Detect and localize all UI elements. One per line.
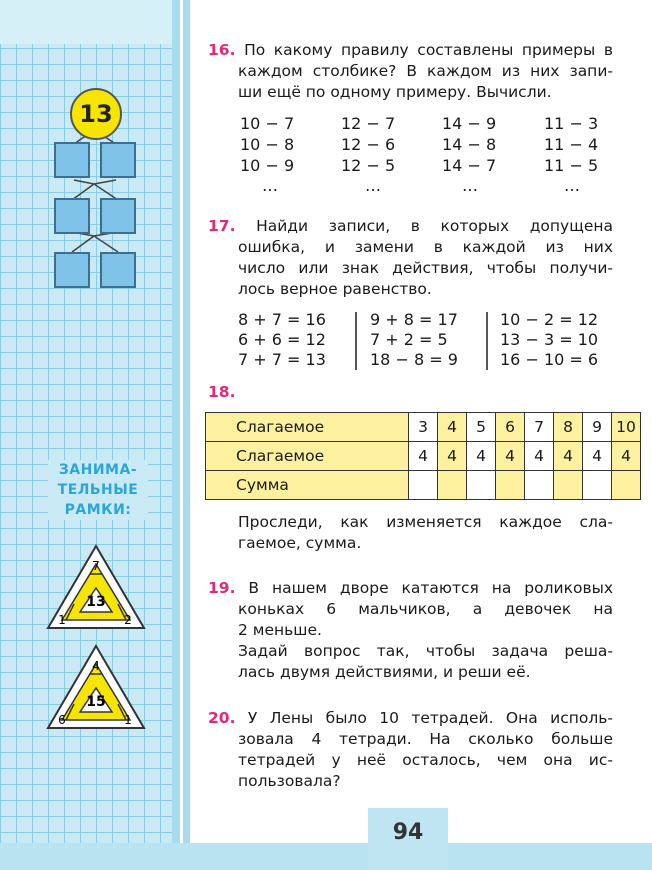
triangle-2-right: 1 — [124, 713, 132, 727]
task-20-text: пользовала? — [238, 772, 341, 790]
table-cell: 8 — [554, 413, 583, 442]
tree-box — [100, 198, 136, 234]
task-17 — [208, 216, 613, 300]
table-cell: 3 — [409, 413, 438, 442]
task-20-number: 20. — [208, 709, 236, 727]
triangle-2-top: 4 — [92, 659, 100, 673]
expr: … — [564, 176, 580, 195]
frames-label-line: ТЕЛЬНЫЕ — [48, 480, 148, 500]
task-19-number: 19. — [208, 579, 236, 597]
row-label: Сумма — [206, 471, 409, 500]
expr: 11 − 3 — [544, 114, 599, 133]
column-divider — [486, 312, 488, 370]
frames-label-line: ЗАНИМА- — [48, 460, 148, 480]
task-18-line: Проследи, как изменяется каждое сла- — [238, 513, 613, 531]
task-16-text: каждом столбике? В каждом из них запи- — [238, 62, 613, 80]
tree-box — [54, 198, 90, 234]
expr: 11 − 4 — [544, 135, 599, 154]
task-19-text: 2 меньше. — [238, 621, 322, 639]
expr: 10 − 7 — [240, 114, 295, 133]
expr: 7 + 7 = 13 — [238, 350, 326, 369]
tree-top-circle: 13 — [70, 88, 122, 140]
table-cell — [438, 471, 467, 500]
table-cell: 4 — [612, 442, 641, 471]
table-cell: 4 — [583, 442, 612, 471]
task-16-text: ши ещё по одному примеру. Вычисли. — [238, 83, 552, 101]
task-20-text: зовала 4 тетради. На сколько больше — [238, 730, 613, 748]
expr: 8 + 7 = 16 — [238, 310, 326, 329]
task-17-text: Найди записи, в которых допущена — [256, 217, 613, 235]
expr: 12 − 7 — [341, 114, 396, 133]
expr: 10 − 2 = 12 — [500, 310, 599, 329]
table-cell: 6 — [496, 413, 525, 442]
expr: 7 + 2 = 5 — [370, 330, 448, 349]
tree-box — [100, 142, 136, 178]
task-20-text: тетрадей у неё осталось, чем она ис- — [238, 751, 613, 769]
table-cell — [467, 471, 496, 500]
task-16-line — [208, 40, 613, 61]
expr: 10 − 9 — [240, 156, 295, 175]
expr: 14 − 7 — [442, 156, 497, 175]
expr: 18 − 8 = 9 — [370, 350, 458, 369]
table-cell: 4 — [554, 442, 583, 471]
task-18-line: гаемое, сумма. — [238, 534, 362, 552]
expr: … — [462, 176, 478, 195]
table-cell — [496, 471, 525, 500]
task-20 — [208, 708, 613, 792]
task-18-number: 18. — [208, 383, 236, 401]
expr: … — [365, 176, 381, 195]
table-row — [206, 471, 641, 500]
task-19-text: Задай вопрос так, чтобы задача реша- — [238, 642, 613, 660]
triangle-1-left: 1 — [58, 613, 66, 627]
tree-box — [54, 142, 90, 178]
table-row — [206, 413, 641, 442]
table-cell: 10 — [612, 413, 641, 442]
triangle-2-center: 15 — [86, 694, 106, 710]
row-label: Слагаемое — [206, 442, 409, 471]
table-cell: 4 — [409, 442, 438, 471]
table-cell: 4 — [467, 442, 496, 471]
task-18-text — [238, 512, 613, 554]
task-17-number: 17. — [208, 217, 236, 235]
task-17-line — [208, 216, 613, 237]
task-19-text: коньках 6 мальчиков, а девочек на — [238, 600, 613, 618]
column-divider — [355, 312, 357, 370]
task-20-text: У Лены было 10 тетрадей. Она исполь- — [247, 709, 613, 727]
frames-label — [48, 460, 148, 520]
task-16-text: По какому правилу составлены примеры в — [244, 41, 613, 59]
row-label: Слагаемое — [206, 413, 409, 442]
bottom-band — [0, 843, 652, 870]
table-cell — [409, 471, 438, 500]
sidebar-top-band — [0, 0, 172, 44]
tree-box — [100, 252, 136, 288]
sum-table — [205, 412, 641, 500]
task-16-number: 16. — [208, 41, 236, 59]
task-19 — [208, 578, 613, 683]
triangle-frame-2 — [46, 644, 146, 730]
expr: 16 − 10 = 6 — [500, 350, 599, 369]
task-17-text: лось верное равенство. — [238, 280, 432, 298]
table-cell: 9 — [583, 413, 612, 442]
triangle-1-right: 2 — [124, 613, 132, 627]
expr: 14 − 9 — [442, 114, 497, 133]
task-20-line — [208, 708, 613, 729]
table-cell: 4 — [438, 413, 467, 442]
expr: … — [262, 176, 278, 195]
task-19-text: лась двумя действиями, и реши её. — [238, 663, 531, 681]
expr: 9 + 8 = 17 — [370, 310, 458, 329]
task-17-text: число или знак действия, чтобы получи- — [238, 259, 613, 277]
tree-box — [54, 252, 90, 288]
table-cell: 4 — [438, 442, 467, 471]
triangle-2-left: 6 — [58, 713, 66, 727]
table-row — [206, 442, 641, 471]
task-17-text: ошибка, и замени в каждой из них — [238, 238, 613, 256]
table-cell: 5 — [467, 413, 496, 442]
table-cell: 7 — [525, 413, 554, 442]
expr: 10 − 8 — [240, 135, 295, 154]
triangle-1-top: 7 — [92, 559, 100, 573]
table-cell: 4 — [525, 442, 554, 471]
table-cell — [612, 471, 641, 500]
table-cell — [583, 471, 612, 500]
triangle-1-center: 13 — [86, 594, 106, 610]
table-cell — [554, 471, 583, 500]
table-cell: 4 — [496, 442, 525, 471]
table-cell — [525, 471, 554, 500]
expr: 11 − 5 — [544, 156, 599, 175]
expr: 6 + 6 = 12 — [238, 330, 326, 349]
expr: 13 − 3 = 10 — [500, 330, 599, 349]
triangle-frame-1 — [46, 544, 146, 630]
expr: 14 − 8 — [442, 135, 497, 154]
page-number: 94 — [368, 808, 448, 870]
gutter-line — [180, 0, 183, 845]
frames-label-line: РАМКИ: — [48, 500, 148, 520]
expr: 12 − 6 — [341, 135, 396, 154]
expr: 12 − 5 — [341, 156, 396, 175]
task-19-text: В нашем дворе катаются на роликовых — [248, 579, 613, 597]
task-19-line — [208, 578, 613, 599]
task-16 — [208, 40, 613, 103]
